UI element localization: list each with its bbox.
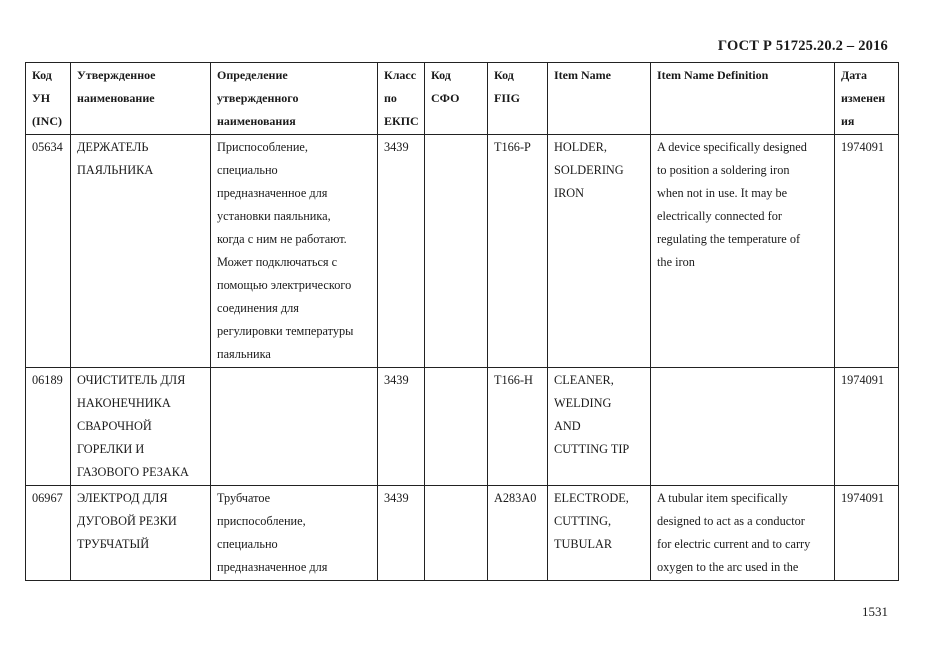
cell-sfo xyxy=(425,135,488,368)
header-definition: Определение утвержденного наименования xyxy=(211,63,378,135)
cell-definition-ru: Приспособление, специально предназначенное для установки паяльника, когда с ним не работают. Может подключаться с помощью электрического соединения для регулировки температуры паяльника xyxy=(211,135,378,368)
cell-code: 05634 xyxy=(26,135,71,368)
header-fiig-code: Код FIIG xyxy=(488,63,548,135)
cell-fiig: T166-P xyxy=(488,135,548,368)
cell-item-name: ELECTRODE, CUTTING, TUBULAR xyxy=(548,486,651,581)
table-row xyxy=(26,486,899,581)
header-inc-code: Код УН (INC) xyxy=(26,63,71,135)
header-approved-name: Утвержденное наименование xyxy=(71,63,211,135)
cell-date: 1974091 xyxy=(835,486,899,581)
cell-class: 3439 xyxy=(378,135,425,368)
header-change-date: Дата изменен ия xyxy=(835,63,899,135)
header-class: Класс по ЕКПС xyxy=(378,63,425,135)
cell-item-name: HOLDER, SOLDERING IRON xyxy=(548,135,651,368)
header-item-name: Item Name xyxy=(548,63,651,135)
cell-item-definition: A tubular item specifically designed to act as a conductor for electric current and to carry oxygen to the arc used in the xyxy=(651,486,835,581)
item-name-table xyxy=(25,62,899,581)
cell-fiig: A283A0 xyxy=(488,486,548,581)
cell-class: 3439 xyxy=(378,368,425,486)
cell-item-definition xyxy=(651,368,835,486)
cell-date: 1974091 xyxy=(835,368,899,486)
table-header-row xyxy=(26,63,899,135)
document-code: ГОСТ Р 51725.20.2 – 2016 xyxy=(717,38,888,54)
cell-item-definition: A device specifically designed to position a soldering iron when not in use. It may be electrically connected for regulating the temperature of the iron xyxy=(651,135,835,368)
page-number: 1531 xyxy=(862,604,888,619)
table-row xyxy=(26,135,899,368)
cell-sfo xyxy=(425,368,488,486)
cell-name-ru: ОЧИСТИТЕЛЬ ДЛЯ НАКОНЕЧНИКА СВАРОЧНОЙ ГОРЕЛКИ И ГАЗОВОГО РЕЗАКА xyxy=(71,368,211,486)
cell-date: 1974091 xyxy=(835,135,899,368)
cell-code: 06967 xyxy=(26,486,71,581)
cell-name-ru: ЭЛЕКТРОД ДЛЯ ДУГОВОЙ РЕЗКИ ТРУБЧАТЫЙ xyxy=(71,486,211,581)
cell-definition-ru: Трубчатое приспособление, специально предназначенное для xyxy=(211,486,378,581)
cell-definition-ru xyxy=(211,368,378,486)
header-item-name-definition: Item Name Definition xyxy=(651,63,835,135)
cell-item-name: CLEANER, WELDING AND CUTTING TIP xyxy=(548,368,651,486)
cell-name-ru: ДЕРЖАТЕЛЬ ПАЯЛЬНИКА xyxy=(71,135,211,368)
cell-code: 06189 xyxy=(26,368,71,486)
cell-fiig: T166-H xyxy=(488,368,548,486)
cell-sfo xyxy=(425,486,488,581)
cell-class: 3439 xyxy=(378,486,425,581)
header-sfo-code: Код СФО xyxy=(425,63,488,135)
table-row xyxy=(26,368,899,486)
